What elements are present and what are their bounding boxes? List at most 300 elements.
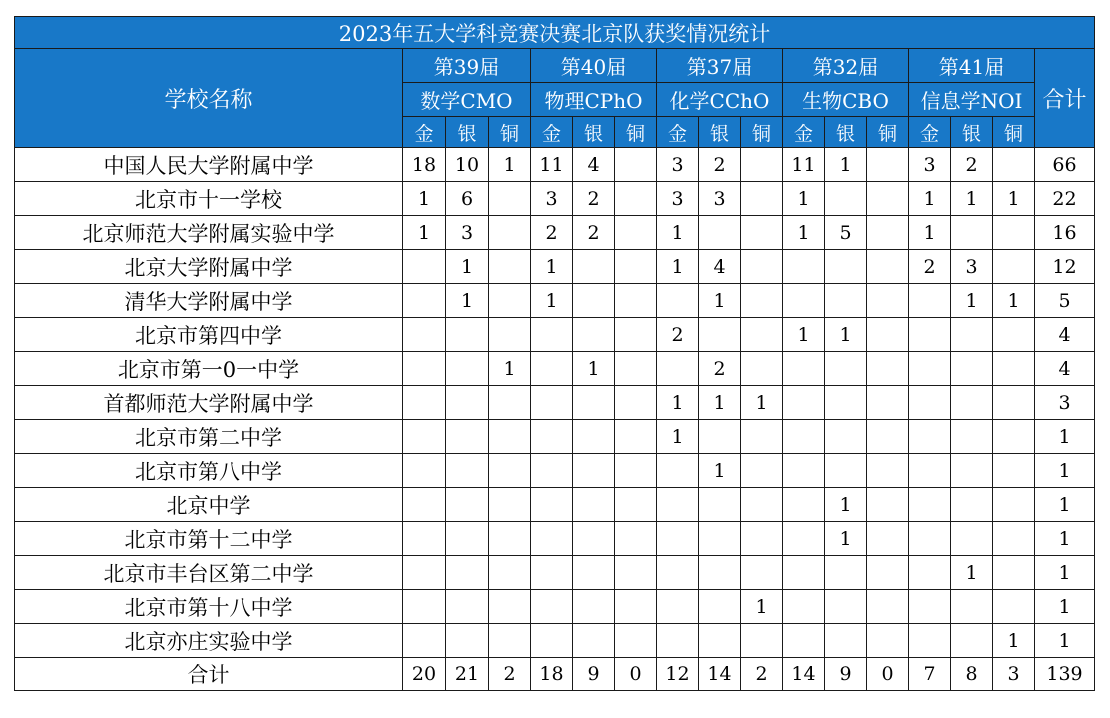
medal-count-cell: 1 bbox=[489, 352, 531, 386]
medal-count-cell: 2 bbox=[531, 216, 573, 250]
medal-count-cell bbox=[489, 250, 531, 284]
medal-count-cell bbox=[531, 420, 573, 454]
medal-count-cell bbox=[825, 590, 867, 624]
medal-count-cell bbox=[909, 284, 951, 318]
medal-count-cell bbox=[867, 624, 909, 658]
medal-count-cell: 1 bbox=[993, 624, 1035, 658]
medal-count-cell bbox=[909, 488, 951, 522]
medal-count-cell bbox=[573, 624, 615, 658]
medal-header: 银 bbox=[951, 117, 993, 148]
medal-count-cell bbox=[531, 488, 573, 522]
medal-count-cell: 3 bbox=[657, 148, 699, 182]
school-name-cell: 北京市丰台区第二中学 bbox=[15, 556, 403, 590]
medal-count-cell bbox=[446, 522, 489, 556]
medal-count-cell: 1 bbox=[741, 590, 783, 624]
medal-count-cell bbox=[741, 284, 783, 318]
medal-count-cell bbox=[993, 590, 1035, 624]
medal-count-cell bbox=[741, 352, 783, 386]
medal-count-cell bbox=[615, 386, 657, 420]
awards-table bbox=[14, 16, 1095, 691]
medal-count-cell bbox=[615, 624, 657, 658]
medal-count-cell bbox=[909, 454, 951, 488]
medal-count-cell bbox=[783, 624, 825, 658]
medal-count-cell: 1 bbox=[993, 182, 1035, 216]
medal-count-cell bbox=[741, 216, 783, 250]
medal-count-cell bbox=[825, 182, 867, 216]
medal-count-cell bbox=[615, 352, 657, 386]
table-row bbox=[15, 556, 1095, 590]
medal-count-cell bbox=[951, 352, 993, 386]
medal-count-cell bbox=[951, 454, 993, 488]
medal-header: 银 bbox=[699, 117, 741, 148]
column-total-cell: 12 bbox=[657, 658, 699, 691]
medal-count-cell bbox=[699, 590, 741, 624]
medal-count-cell bbox=[657, 556, 699, 590]
medal-count-cell bbox=[531, 556, 573, 590]
medal-count-cell: 3 bbox=[699, 182, 741, 216]
medal-count-cell bbox=[909, 624, 951, 658]
medal-count-cell bbox=[783, 250, 825, 284]
subject-header: 数学CMO bbox=[403, 83, 531, 117]
row-total-cell: 4 bbox=[1035, 352, 1095, 386]
medal-count-cell bbox=[741, 488, 783, 522]
medal-count-cell bbox=[489, 522, 531, 556]
medal-count-cell bbox=[615, 590, 657, 624]
medal-count-cell bbox=[783, 284, 825, 318]
medal-count-cell: 1 bbox=[531, 284, 573, 318]
subject-header: 生物CBO bbox=[783, 83, 909, 117]
medal-count-cell: 1 bbox=[825, 488, 867, 522]
medal-count-cell: 1 bbox=[951, 284, 993, 318]
column-total-cell: 21 bbox=[446, 658, 489, 691]
medal-count-cell bbox=[825, 454, 867, 488]
medal-count-cell bbox=[909, 386, 951, 420]
medal-count-cell bbox=[403, 556, 446, 590]
school-name-cell: 北京师范大学附属实验中学 bbox=[15, 216, 403, 250]
school-name-cell: 首都师范大学附属中学 bbox=[15, 386, 403, 420]
medal-count-cell bbox=[573, 250, 615, 284]
medal-count-cell: 1 bbox=[573, 352, 615, 386]
medal-count-cell bbox=[867, 318, 909, 352]
medal-count-cell bbox=[783, 556, 825, 590]
medal-count-cell bbox=[489, 216, 531, 250]
medal-count-cell: 18 bbox=[403, 148, 446, 182]
medal-header: 铜 bbox=[615, 117, 657, 148]
medal-count-cell bbox=[657, 522, 699, 556]
school-name-cell: 北京亦庄实验中学 bbox=[15, 624, 403, 658]
medal-count-cell bbox=[993, 148, 1035, 182]
medal-count-cell: 1 bbox=[783, 216, 825, 250]
medal-count-cell: 1 bbox=[699, 386, 741, 420]
medal-count-cell bbox=[909, 420, 951, 454]
medal-count-cell bbox=[446, 624, 489, 658]
column-total-cell: 2 bbox=[741, 658, 783, 691]
school-column-header: 学校名称 bbox=[15, 49, 403, 148]
medal-count-cell bbox=[573, 284, 615, 318]
medal-count-cell bbox=[867, 182, 909, 216]
medal-count-cell bbox=[403, 454, 446, 488]
medal-count-cell bbox=[825, 420, 867, 454]
total-column-header: 合计 bbox=[1035, 49, 1095, 148]
table-row bbox=[15, 250, 1095, 284]
medal-count-cell bbox=[951, 590, 993, 624]
table-row bbox=[15, 454, 1095, 488]
grand-total-cell: 139 bbox=[1035, 658, 1095, 691]
medal-count-cell bbox=[951, 624, 993, 658]
medal-count-cell bbox=[951, 386, 993, 420]
medal-count-cell bbox=[783, 488, 825, 522]
medal-count-cell bbox=[446, 318, 489, 352]
column-total-cell: 18 bbox=[531, 658, 573, 691]
column-total-cell: 0 bbox=[867, 658, 909, 691]
column-total-cell: 9 bbox=[573, 658, 615, 691]
medal-count-cell bbox=[741, 420, 783, 454]
medal-count-cell bbox=[993, 488, 1035, 522]
table-row bbox=[15, 352, 1095, 386]
medal-count-cell: 2 bbox=[909, 250, 951, 284]
medal-count-cell: 11 bbox=[531, 148, 573, 182]
medal-count-cell bbox=[825, 556, 867, 590]
medal-count-cell bbox=[825, 352, 867, 386]
totals-label-cell: 合计 bbox=[15, 658, 403, 691]
table-row bbox=[15, 318, 1095, 352]
medal-count-cell bbox=[699, 420, 741, 454]
row-total-cell: 16 bbox=[1035, 216, 1095, 250]
medal-count-cell bbox=[867, 386, 909, 420]
medal-count-cell: 3 bbox=[909, 148, 951, 182]
medal-count-cell: 2 bbox=[573, 182, 615, 216]
medal-count-cell: 1 bbox=[699, 454, 741, 488]
medal-count-cell: 1 bbox=[783, 182, 825, 216]
medal-count-cell: 1 bbox=[657, 420, 699, 454]
medal-count-cell bbox=[446, 386, 489, 420]
medal-header: 金 bbox=[531, 117, 573, 148]
edition-header-row bbox=[15, 49, 1095, 83]
medal-count-cell bbox=[489, 182, 531, 216]
medal-header: 银 bbox=[446, 117, 489, 148]
medal-count-cell: 3 bbox=[657, 182, 699, 216]
medal-count-cell: 3 bbox=[951, 250, 993, 284]
row-total-cell: 1 bbox=[1035, 522, 1095, 556]
subject-header: 信息学NOI bbox=[909, 83, 1035, 117]
medal-count-cell bbox=[867, 250, 909, 284]
medal-header: 金 bbox=[909, 117, 951, 148]
medal-count-cell bbox=[867, 284, 909, 318]
subject-header: 物理CPhO bbox=[531, 83, 657, 117]
school-name-cell: 清华大学附属中学 bbox=[15, 284, 403, 318]
medal-count-cell: 2 bbox=[951, 148, 993, 182]
row-total-cell: 22 bbox=[1035, 182, 1095, 216]
medal-count-cell bbox=[489, 624, 531, 658]
medal-count-cell bbox=[783, 420, 825, 454]
medal-count-cell bbox=[993, 556, 1035, 590]
medal-count-cell: 6 bbox=[446, 182, 489, 216]
medal-count-cell bbox=[699, 556, 741, 590]
medal-count-cell: 1 bbox=[446, 250, 489, 284]
medal-count-cell bbox=[489, 420, 531, 454]
medal-count-cell bbox=[615, 318, 657, 352]
medal-header: 金 bbox=[657, 117, 699, 148]
medal-count-cell bbox=[615, 216, 657, 250]
medal-count-cell: 4 bbox=[699, 250, 741, 284]
medal-count-cell: 1 bbox=[403, 182, 446, 216]
medal-header: 铜 bbox=[741, 117, 783, 148]
row-total-cell: 3 bbox=[1035, 386, 1095, 420]
row-total-cell: 1 bbox=[1035, 556, 1095, 590]
medal-count-cell: 1 bbox=[657, 250, 699, 284]
medal-count-cell bbox=[951, 488, 993, 522]
medal-count-cell bbox=[741, 318, 783, 352]
medal-count-cell bbox=[699, 624, 741, 658]
school-name-cell: 北京市第一0一中学 bbox=[15, 352, 403, 386]
medal-count-cell bbox=[615, 250, 657, 284]
medal-count-cell bbox=[403, 386, 446, 420]
column-total-cell: 20 bbox=[403, 658, 446, 691]
medal-count-cell bbox=[531, 386, 573, 420]
medal-count-cell: 1 bbox=[951, 182, 993, 216]
medal-count-cell bbox=[489, 386, 531, 420]
medal-count-cell: 2 bbox=[699, 352, 741, 386]
medal-count-cell bbox=[615, 420, 657, 454]
medal-count-cell bbox=[825, 386, 867, 420]
table-row bbox=[15, 148, 1095, 182]
medal-count-cell bbox=[657, 454, 699, 488]
medal-count-cell bbox=[867, 590, 909, 624]
table-row bbox=[15, 216, 1095, 250]
table-row bbox=[15, 590, 1095, 624]
medal-count-cell: 2 bbox=[573, 216, 615, 250]
school-name-cell: 北京市第八中学 bbox=[15, 454, 403, 488]
column-total-cell: 7 bbox=[909, 658, 951, 691]
edition-header: 第39届 bbox=[403, 49, 531, 83]
medal-count-cell bbox=[573, 556, 615, 590]
edition-header: 第40届 bbox=[531, 49, 657, 83]
medal-count-cell bbox=[657, 624, 699, 658]
medal-count-cell bbox=[489, 556, 531, 590]
medal-count-cell bbox=[403, 590, 446, 624]
row-total-cell: 1 bbox=[1035, 590, 1095, 624]
medal-count-cell bbox=[825, 250, 867, 284]
medal-count-cell bbox=[446, 352, 489, 386]
medal-count-cell bbox=[446, 590, 489, 624]
medal-count-cell bbox=[783, 454, 825, 488]
medal-count-cell bbox=[993, 352, 1035, 386]
medal-count-cell bbox=[699, 488, 741, 522]
medal-count-cell bbox=[615, 488, 657, 522]
medal-header: 银 bbox=[825, 117, 867, 148]
table-row bbox=[15, 420, 1095, 454]
medal-count-cell bbox=[699, 318, 741, 352]
column-total-cell: 8 bbox=[951, 658, 993, 691]
medal-count-cell bbox=[741, 454, 783, 488]
medal-count-cell bbox=[657, 352, 699, 386]
medal-count-cell: 1 bbox=[951, 556, 993, 590]
medal-count-cell bbox=[867, 148, 909, 182]
medal-count-cell bbox=[867, 420, 909, 454]
medal-count-cell: 5 bbox=[825, 216, 867, 250]
medal-count-cell bbox=[993, 216, 1035, 250]
medal-count-cell bbox=[403, 250, 446, 284]
column-total-cell: 2 bbox=[489, 658, 531, 691]
school-name-cell: 北京大学附属中学 bbox=[15, 250, 403, 284]
medal-count-cell: 1 bbox=[993, 284, 1035, 318]
medal-count-cell bbox=[741, 182, 783, 216]
medal-count-cell bbox=[741, 624, 783, 658]
totals-row bbox=[15, 658, 1095, 691]
medal-count-cell bbox=[446, 454, 489, 488]
medal-count-cell bbox=[909, 318, 951, 352]
medal-count-cell bbox=[531, 590, 573, 624]
medal-count-cell: 1 bbox=[741, 386, 783, 420]
table-row bbox=[15, 488, 1095, 522]
medal-count-cell: 4 bbox=[573, 148, 615, 182]
medal-count-cell bbox=[951, 420, 993, 454]
edition-header: 第37届 bbox=[657, 49, 783, 83]
table-row bbox=[15, 386, 1095, 420]
medal-count-cell: 1 bbox=[657, 216, 699, 250]
medal-count-cell bbox=[951, 216, 993, 250]
medal-count-cell bbox=[951, 522, 993, 556]
medal-count-cell bbox=[993, 522, 1035, 556]
medal-count-cell bbox=[615, 454, 657, 488]
medal-count-cell bbox=[489, 488, 531, 522]
medal-count-cell bbox=[783, 522, 825, 556]
medal-count-cell bbox=[783, 386, 825, 420]
medal-count-cell bbox=[446, 420, 489, 454]
row-total-cell: 12 bbox=[1035, 250, 1095, 284]
row-total-cell: 1 bbox=[1035, 420, 1095, 454]
medal-count-cell bbox=[993, 420, 1035, 454]
medal-count-cell bbox=[573, 590, 615, 624]
medal-header: 金 bbox=[783, 117, 825, 148]
medal-count-cell bbox=[403, 522, 446, 556]
medal-count-cell bbox=[741, 522, 783, 556]
table-row bbox=[15, 284, 1095, 318]
medal-count-cell bbox=[403, 284, 446, 318]
medal-count-cell bbox=[699, 216, 741, 250]
medal-count-cell bbox=[615, 284, 657, 318]
medal-count-cell: 1 bbox=[657, 386, 699, 420]
medal-count-cell bbox=[531, 522, 573, 556]
medal-count-cell: 1 bbox=[783, 318, 825, 352]
title-row bbox=[15, 17, 1095, 49]
medal-count-cell bbox=[909, 590, 951, 624]
medal-count-cell bbox=[531, 624, 573, 658]
medal-count-cell bbox=[615, 182, 657, 216]
column-total-cell: 14 bbox=[783, 658, 825, 691]
subject-header: 化学CChO bbox=[657, 83, 783, 117]
medal-header: 金 bbox=[403, 117, 446, 148]
medal-count-cell bbox=[867, 454, 909, 488]
medal-count-cell: 2 bbox=[657, 318, 699, 352]
school-name-cell: 北京市第十八中学 bbox=[15, 590, 403, 624]
medal-count-cell bbox=[867, 522, 909, 556]
medal-count-cell bbox=[993, 318, 1035, 352]
medal-header: 银 bbox=[573, 117, 615, 148]
medal-count-cell bbox=[657, 284, 699, 318]
medal-count-cell bbox=[615, 148, 657, 182]
medal-count-cell bbox=[615, 556, 657, 590]
medal-count-cell: 1 bbox=[403, 216, 446, 250]
medal-count-cell bbox=[531, 352, 573, 386]
medal-count-cell: 3 bbox=[531, 182, 573, 216]
medal-header: 铜 bbox=[993, 117, 1035, 148]
medal-header: 铜 bbox=[867, 117, 909, 148]
medal-count-cell bbox=[403, 318, 446, 352]
table-row bbox=[15, 624, 1095, 658]
table-title: 2023年五大学科竞赛决赛北京队获奖情况统计 bbox=[15, 17, 1095, 49]
medal-count-cell: 3 bbox=[446, 216, 489, 250]
medal-count-cell bbox=[489, 454, 531, 488]
medal-count-cell bbox=[699, 522, 741, 556]
medal-count-cell: 2 bbox=[699, 148, 741, 182]
medal-count-cell: 1 bbox=[825, 318, 867, 352]
medal-count-cell bbox=[993, 250, 1035, 284]
medal-count-cell bbox=[993, 386, 1035, 420]
medal-count-cell bbox=[909, 522, 951, 556]
medal-count-cell bbox=[993, 454, 1035, 488]
row-total-cell: 4 bbox=[1035, 318, 1095, 352]
table-row bbox=[15, 182, 1095, 216]
medal-count-cell bbox=[867, 216, 909, 250]
medal-count-cell: 1 bbox=[699, 284, 741, 318]
medal-count-cell bbox=[741, 556, 783, 590]
column-total-cell: 9 bbox=[825, 658, 867, 691]
medal-count-cell bbox=[657, 488, 699, 522]
medal-count-cell bbox=[403, 352, 446, 386]
medal-count-cell bbox=[951, 318, 993, 352]
medal-count-cell bbox=[741, 250, 783, 284]
medal-count-cell: 1 bbox=[446, 284, 489, 318]
column-total-cell: 14 bbox=[699, 658, 741, 691]
medal-count-cell bbox=[867, 556, 909, 590]
medal-count-cell bbox=[573, 386, 615, 420]
medal-count-cell: 1 bbox=[909, 216, 951, 250]
medal-count-cell: 1 bbox=[489, 148, 531, 182]
medal-count-cell bbox=[825, 624, 867, 658]
medal-count-cell: 1 bbox=[825, 522, 867, 556]
medal-count-cell bbox=[573, 522, 615, 556]
row-total-cell: 5 bbox=[1035, 284, 1095, 318]
medal-count-cell bbox=[446, 556, 489, 590]
medal-count-cell bbox=[403, 420, 446, 454]
medal-count-cell bbox=[741, 148, 783, 182]
school-name-cell: 北京市十一学校 bbox=[15, 182, 403, 216]
awards-table-container bbox=[14, 16, 1094, 691]
medal-count-cell bbox=[489, 590, 531, 624]
school-name-cell: 北京市第二中学 bbox=[15, 420, 403, 454]
row-total-cell: 1 bbox=[1035, 454, 1095, 488]
medal-count-cell bbox=[867, 488, 909, 522]
school-name-cell: 北京市第十二中学 bbox=[15, 522, 403, 556]
medal-count-cell bbox=[489, 318, 531, 352]
medal-count-cell bbox=[446, 488, 489, 522]
medal-count-cell bbox=[825, 284, 867, 318]
medal-count-cell: 11 bbox=[783, 148, 825, 182]
medal-count-cell bbox=[783, 352, 825, 386]
medal-count-cell bbox=[531, 454, 573, 488]
medal-count-cell bbox=[573, 454, 615, 488]
school-name-cell: 北京中学 bbox=[15, 488, 403, 522]
medal-count-cell: 1 bbox=[909, 182, 951, 216]
table-row bbox=[15, 522, 1095, 556]
school-name-cell: 北京市第四中学 bbox=[15, 318, 403, 352]
medal-count-cell bbox=[573, 318, 615, 352]
medal-header: 铜 bbox=[489, 117, 531, 148]
medal-count-cell bbox=[403, 488, 446, 522]
medal-count-cell bbox=[909, 556, 951, 590]
medal-count-cell bbox=[615, 522, 657, 556]
